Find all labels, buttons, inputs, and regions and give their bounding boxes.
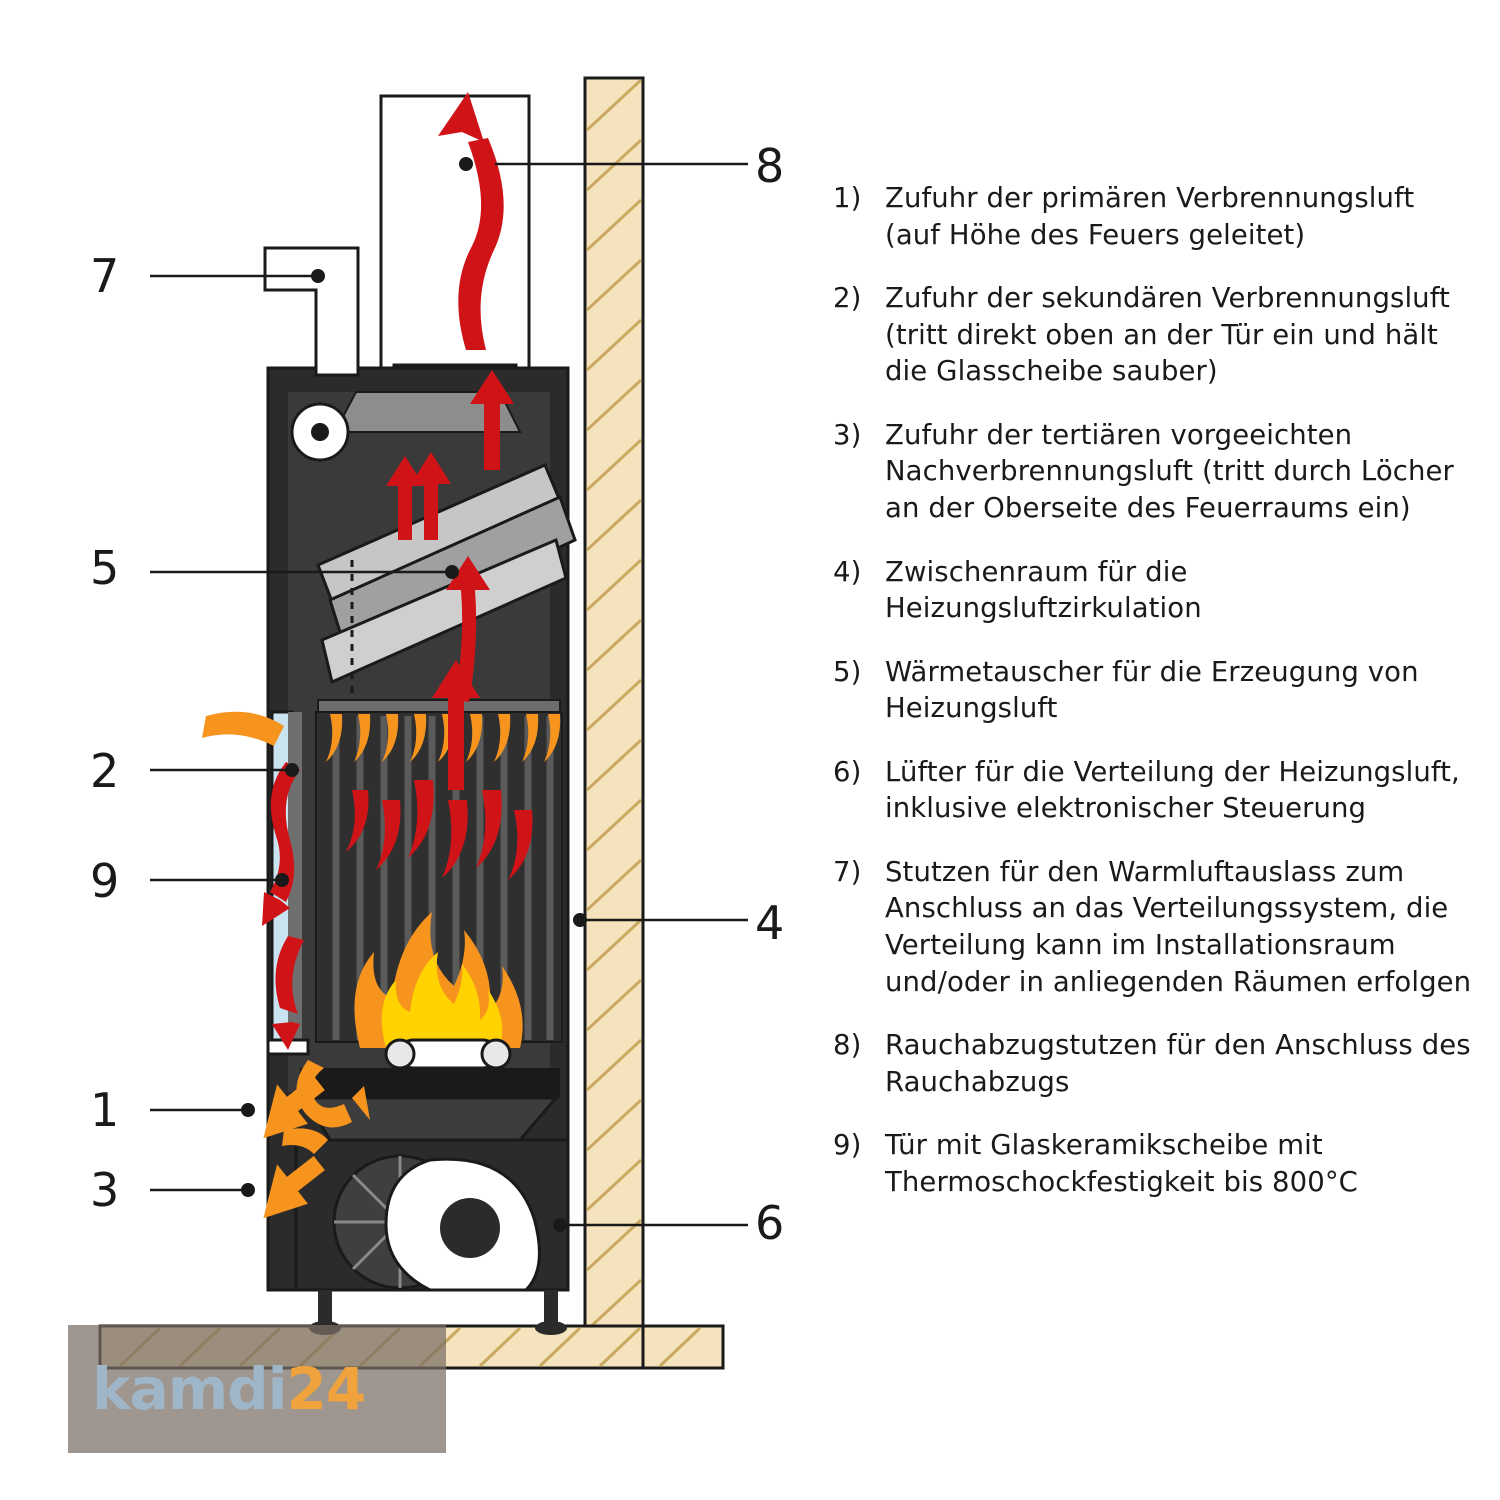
watermark-brand-number: 24 <box>286 1355 366 1423</box>
legend-number-6: 6) <box>833 755 862 788</box>
legend-number-3: 3) <box>833 418 862 451</box>
legend-item-2 <box>833 280 1473 390</box>
legend-number-7: 7) <box>833 855 862 888</box>
callout-number-2: 2 <box>90 744 120 798</box>
legend-text-7: Stutzen für den Warmluftauslass zum Anschluss an das Verteilungssystem, die Verteilung kann im Installationsraum und/oder in anliegenden Räumen erfolgen <box>885 855 1472 998</box>
legend-item-9 <box>833 1127 1473 1200</box>
callout-number-1: 1 <box>90 1083 120 1137</box>
kamdi24-watermark <box>68 1325 446 1453</box>
legend-number-5: 5) <box>833 655 862 688</box>
callout-number-3: 3 <box>90 1163 120 1217</box>
legend-item-3 <box>833 417 1473 527</box>
legend-item-8 <box>833 1027 1473 1100</box>
legend-list <box>833 180 1473 1227</box>
legend-text-2: Zufuhr der sekundären Verbrennungsluft (tritt direkt oben an der Tür ein und hält die Glasscheibe sauber) <box>885 282 1450 388</box>
legend-text-3: Zufuhr der tertiären vorgeeichten Nachverbrennungsluft (tritt durch Löcher an der Oberseite des Feuerraums ein) <box>885 418 1454 524</box>
warm-air-outlet <box>265 248 358 375</box>
callout-number-8: 8 <box>755 139 785 193</box>
stove-body <box>262 368 575 1335</box>
callout-number-4: 4 <box>755 896 785 950</box>
legend-item-4 <box>833 554 1473 627</box>
legend-item-7 <box>833 854 1473 1000</box>
legend-number-2: 2) <box>833 282 862 315</box>
legend-text-6: Lüfter für die Verteilung der Heizungsluft, inklusive elektronischer Steuerung <box>885 755 1460 825</box>
legend-text-5: Wärmetauscher für die Erzeugung von Heizungsluft <box>885 655 1419 725</box>
legend-text-8: Rauchabzugstutzen für den Anschluss des Rauchabzugs <box>885 1029 1471 1098</box>
callout-number-5: 5 <box>90 541 120 595</box>
legend-item-1 <box>833 180 1473 253</box>
legend-number-1: 1) <box>833 182 862 214</box>
legend-item-5 <box>833 654 1473 727</box>
legend-text-4: Zwischenraum für die Heizungsluftzirkulation <box>885 555 1202 625</box>
callout-number-6: 6 <box>755 1196 785 1250</box>
legend-text-9: Tür mit Glaskeramikscheibe mit Thermoschockfestigkeit bis 800°C <box>885 1129 1358 1198</box>
legend-number-8: 8) <box>833 1029 862 1062</box>
callout-number-9: 9 <box>90 854 120 908</box>
legend-number-4: 4) <box>833 555 862 588</box>
legend-number-9: 9) <box>833 1129 862 1162</box>
legend-item-6 <box>833 754 1473 827</box>
firewood-logs <box>386 1040 510 1068</box>
watermark-brand-name: kamdi <box>92 1355 287 1423</box>
legend-text-1: Zufuhr der primären Verbrennungsluft (auf Höhe des Feuers geleitet) <box>885 182 1415 251</box>
callout-number-7: 7 <box>90 249 120 303</box>
